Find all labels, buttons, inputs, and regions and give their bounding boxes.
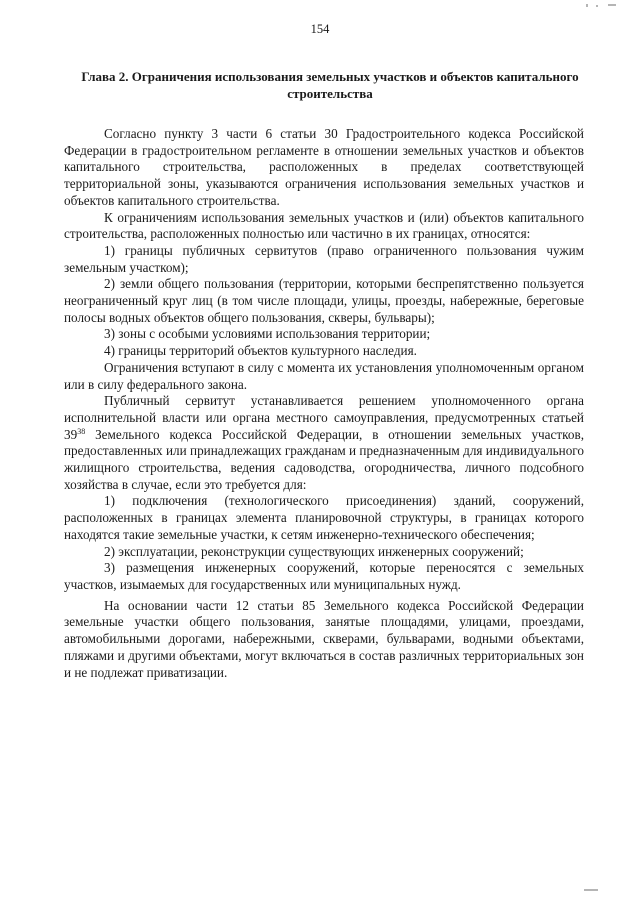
scan-speck: [584, 889, 598, 891]
list-item: 3) размещения инженерных сооружений, которые переносятся с земельных участков, изымаемых для государственных или муниципальных нужд.: [64, 560, 584, 592]
paragraph: Согласно пункту 3 части 6 статьи 30 Градостроительного кодекса Российской Федерации в градостроительном регламенте в отношении земельных участков и объектов капитального строительства, расположенных в пределах соответствующей территориальной зоны, указываются ограничения использования земельных участков и объектов капитального строительства.: [64, 126, 584, 208]
list-item: 4) границы территорий объектов культурного наследия.: [104, 343, 417, 359]
scan-speck: [586, 4, 588, 7]
page-number: 154: [310, 22, 330, 36]
body-text: [64, 126, 584, 681]
list-item: 1) границы публичных сервитутов (право ограниченного пользования чужим земельным участком);: [64, 242, 584, 275]
article-superscript: 38: [77, 426, 86, 436]
list-item: 2) земли общего пользования (территории, которыми беспрепятственно пользуется неограниченный круг лиц (в том числе площади, улицы, проезды, набережные, береговые полосы водных объектов общего пользования, скверы, бульвары);: [64, 276, 584, 325]
scan-speck: [596, 5, 598, 7]
servitude-text: Публичный сервитут устанавливается решением уполномоченного органа исполнительной власти или органа местного самоуправления, предусмотренных статьей 39: [64, 393, 584, 442]
list-item: 1) подключения (технологического присоединения) зданий, сооружений, расположенных в границах элемента планировочной структуры, в границах которого находятся такие земельные участки, к сетям инженерно-технического обеспечения;: [64, 493, 584, 542]
servitude-text-cont: Земельного кодекса Российской Федерации, в отношении земельных участков, предоставленных или принадлежащих гражданам и предназначенным для индивидуального жилищного строительства, ведения садоводства, огородничества, личного подсобного хозяйства в случае, если это требуется для:: [64, 426, 584, 492]
list-item: 2) эксплуатации, реконструкции существующих инженерных сооружений;: [104, 543, 524, 559]
chapter-title: Глава 2. Ограничения использования земельных участков и объектов капитального строительства: [81, 69, 579, 101]
paragraph: На основании части 12 статьи 85 Земельного кодекса Российской Федерации земельные участки общего пользования, занятые площадями, улицами, проездами, автомобильными дорогами, набережными, скверами, бульварами, водными объектами, пляжами и другими объектами, могут включаться в состав различных территориальных зон и не подлежат приватизации.: [64, 597, 584, 680]
paragraph: К ограничениям использования земельных участков и (или) объектов капитального строительства, расположенных полностью или частично в их границах, относятся:: [64, 209, 584, 242]
paragraph: Ограничения вступают в силу с момента их установления уполномоченным органом или в силу федерального закона.: [64, 359, 584, 392]
scan-speck: [608, 4, 616, 6]
paragraph-servitude: [64, 393, 584, 493]
list-item: 3) зоны с особыми условиями использования территории;: [104, 326, 431, 342]
